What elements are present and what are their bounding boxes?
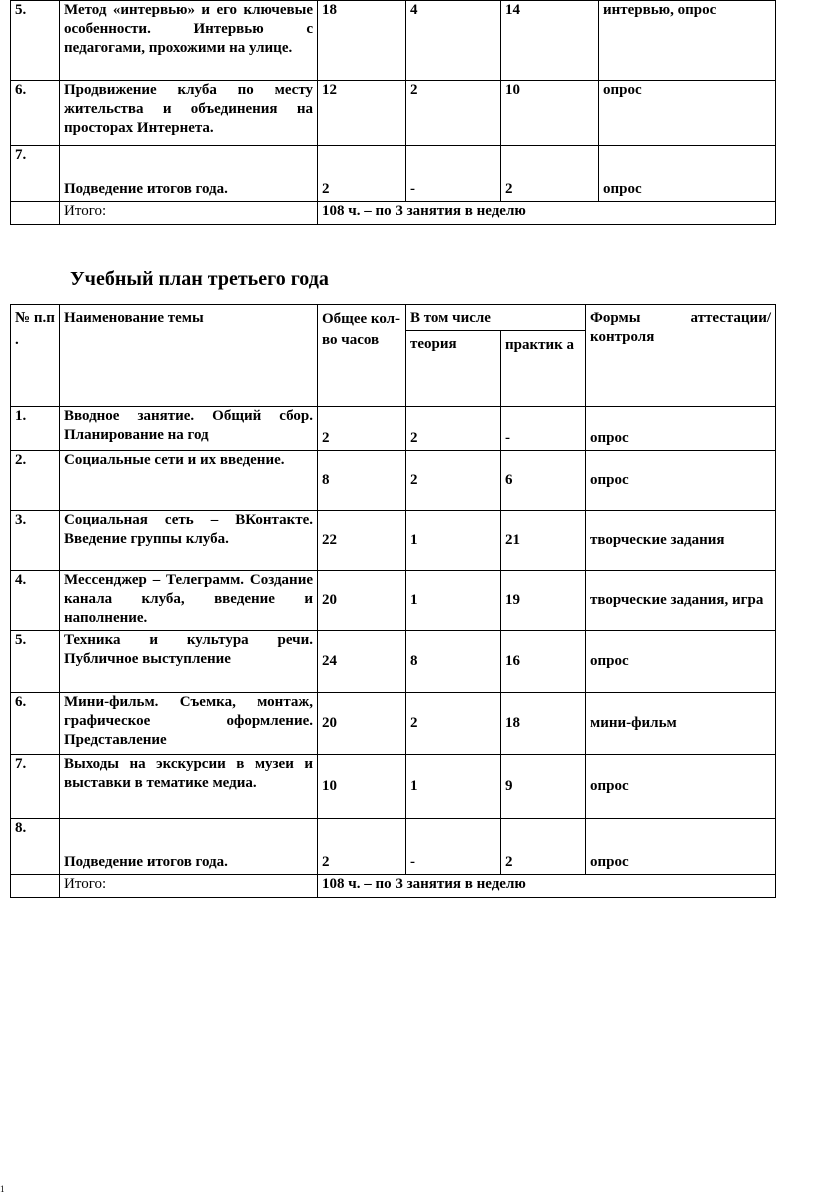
topic-cell: Подведение итогов года. (60, 819, 318, 875)
theory-hours-cell: 1 (406, 511, 501, 571)
header-topic: Наименование темы (60, 305, 318, 407)
row-number: 5. (11, 631, 60, 693)
table-row (11, 1, 776, 81)
practice-hours-cell: 16 (501, 631, 586, 693)
page-number: 1 (0, 1184, 5, 1194)
topic-cell: Социальные сети и их введение. (60, 451, 318, 511)
assessment-form-cell: опрос (586, 631, 776, 693)
total-hours-cell: 24 (318, 631, 406, 693)
row-number: 7. (11, 146, 60, 202)
practice-hours-cell: 10 (501, 81, 599, 146)
assessment-form-cell: мини-фильм (586, 693, 776, 755)
row-number: 7. (11, 755, 60, 819)
topic-cell: Мини-фильм. Съемка, монтаж, графическое оформление. Представление (60, 693, 318, 755)
topic-cell: Техника и культура речи. Публичное выступление (60, 631, 318, 693)
assessment-form-cell: опрос (586, 451, 776, 511)
assessment-form-cell: опрос (586, 755, 776, 819)
row-number: 4. (11, 571, 60, 631)
total-row (11, 202, 776, 225)
theory-hours-cell: 2 (406, 693, 501, 755)
practice-hours-cell: 2 (501, 819, 586, 875)
total-value: 108 ч. – по 3 занятия в неделю (318, 202, 776, 225)
topic-cell: Мессенджер – Телеграмм. Создание канала клуба, введение и наполнение. (60, 571, 318, 631)
table-row (11, 407, 776, 451)
theory-hours-cell: 8 (406, 631, 501, 693)
topic-cell: Метод «интервью» и его ключевые особенности. Интервью с педагогами, прохожими на улице. (60, 1, 318, 81)
theory-hours-cell: 1 (406, 755, 501, 819)
header-theory: теория (406, 331, 501, 407)
table-row (11, 693, 776, 755)
row-number: 1. (11, 407, 60, 451)
table-row (11, 631, 776, 693)
row-number: 8. (11, 819, 60, 875)
total-hours-cell: 2 (318, 407, 406, 451)
row-number: 3. (11, 511, 60, 571)
row-number: 2. (11, 451, 60, 511)
theory-hours-cell: 2 (406, 81, 501, 146)
theory-hours-cell: - (406, 146, 501, 202)
topic-cell: Вводное занятие. Общий сбор. Планирование на год (60, 407, 318, 451)
total-hours-cell: 22 (318, 511, 406, 571)
total-hours-cell: 20 (318, 571, 406, 631)
topic-cell: Выходы на экскурсии в музеи и выставки в тематике медиа. (60, 755, 318, 819)
header-including: В том числе (406, 305, 586, 331)
total-hours-cell: 18 (318, 1, 406, 81)
row-number: 5. (11, 1, 60, 81)
practice-hours-cell: 6 (501, 451, 586, 511)
theory-hours-cell: 2 (406, 407, 501, 451)
assessment-form-cell: опрос (586, 819, 776, 875)
assessment-form-cell: творческие задания, игра (586, 571, 776, 631)
header-assessment-form: Формы аттестации/ контроля (586, 305, 776, 407)
assessment-form-cell: опрос (586, 407, 776, 451)
assessment-form-cell: опрос (599, 81, 776, 146)
total-value: 108 ч. – по 3 занятия в неделю (318, 875, 776, 898)
theory-hours-cell: - (406, 819, 501, 875)
theory-hours-cell: 2 (406, 451, 501, 511)
table-row (11, 511, 776, 571)
theory-hours-cell: 4 (406, 1, 501, 81)
section-title: Учебный план третьего года (70, 268, 329, 290)
topic-cell: Подведение итогов года. (60, 146, 318, 202)
total-hours-cell: 12 (318, 81, 406, 146)
practice-hours-cell: 2 (501, 146, 599, 202)
header-num: № п.п . (11, 305, 60, 407)
topic-cell: Социальная сеть – ВКонтакте. Введение группы клуба. (60, 511, 318, 571)
total-hours-cell: 2 (318, 146, 406, 202)
plan-table-year2-continued (10, 0, 776, 225)
practice-hours-cell: 21 (501, 511, 586, 571)
row-number: 6. (11, 81, 60, 146)
total-hours-cell: 2 (318, 819, 406, 875)
table-row (11, 451, 776, 511)
table-row (11, 571, 776, 631)
total-row (11, 875, 776, 898)
header-row (11, 305, 776, 331)
header-practice: практик а (501, 331, 586, 407)
practice-hours-cell: - (501, 407, 586, 451)
total-hours-cell: 8 (318, 451, 406, 511)
plan-table-year3 (10, 304, 776, 898)
assessment-form-cell: интервью, опрос (599, 1, 776, 81)
total-label: Итого: (60, 875, 318, 898)
theory-hours-cell: 1 (406, 571, 501, 631)
assessment-form-cell: опрос (599, 146, 776, 202)
total-hours-cell: 10 (318, 755, 406, 819)
table-row (11, 819, 776, 875)
practice-hours-cell: 9 (501, 755, 586, 819)
table-row (11, 755, 776, 819)
practice-hours-cell: 19 (501, 571, 586, 631)
practice-hours-cell: 14 (501, 1, 599, 81)
table-row (11, 81, 776, 146)
total-label: Итого: (60, 202, 318, 225)
row-number: 6. (11, 693, 60, 755)
assessment-form-cell: творческие задания (586, 511, 776, 571)
topic-cell: Продвижение клуба по месту жительства и объединения на просторах Интернета. (60, 81, 318, 146)
total-hours-cell: 20 (318, 693, 406, 755)
header-total: Общее кол-во часов (318, 305, 406, 407)
practice-hours-cell: 18 (501, 693, 586, 755)
table-row (11, 146, 776, 202)
